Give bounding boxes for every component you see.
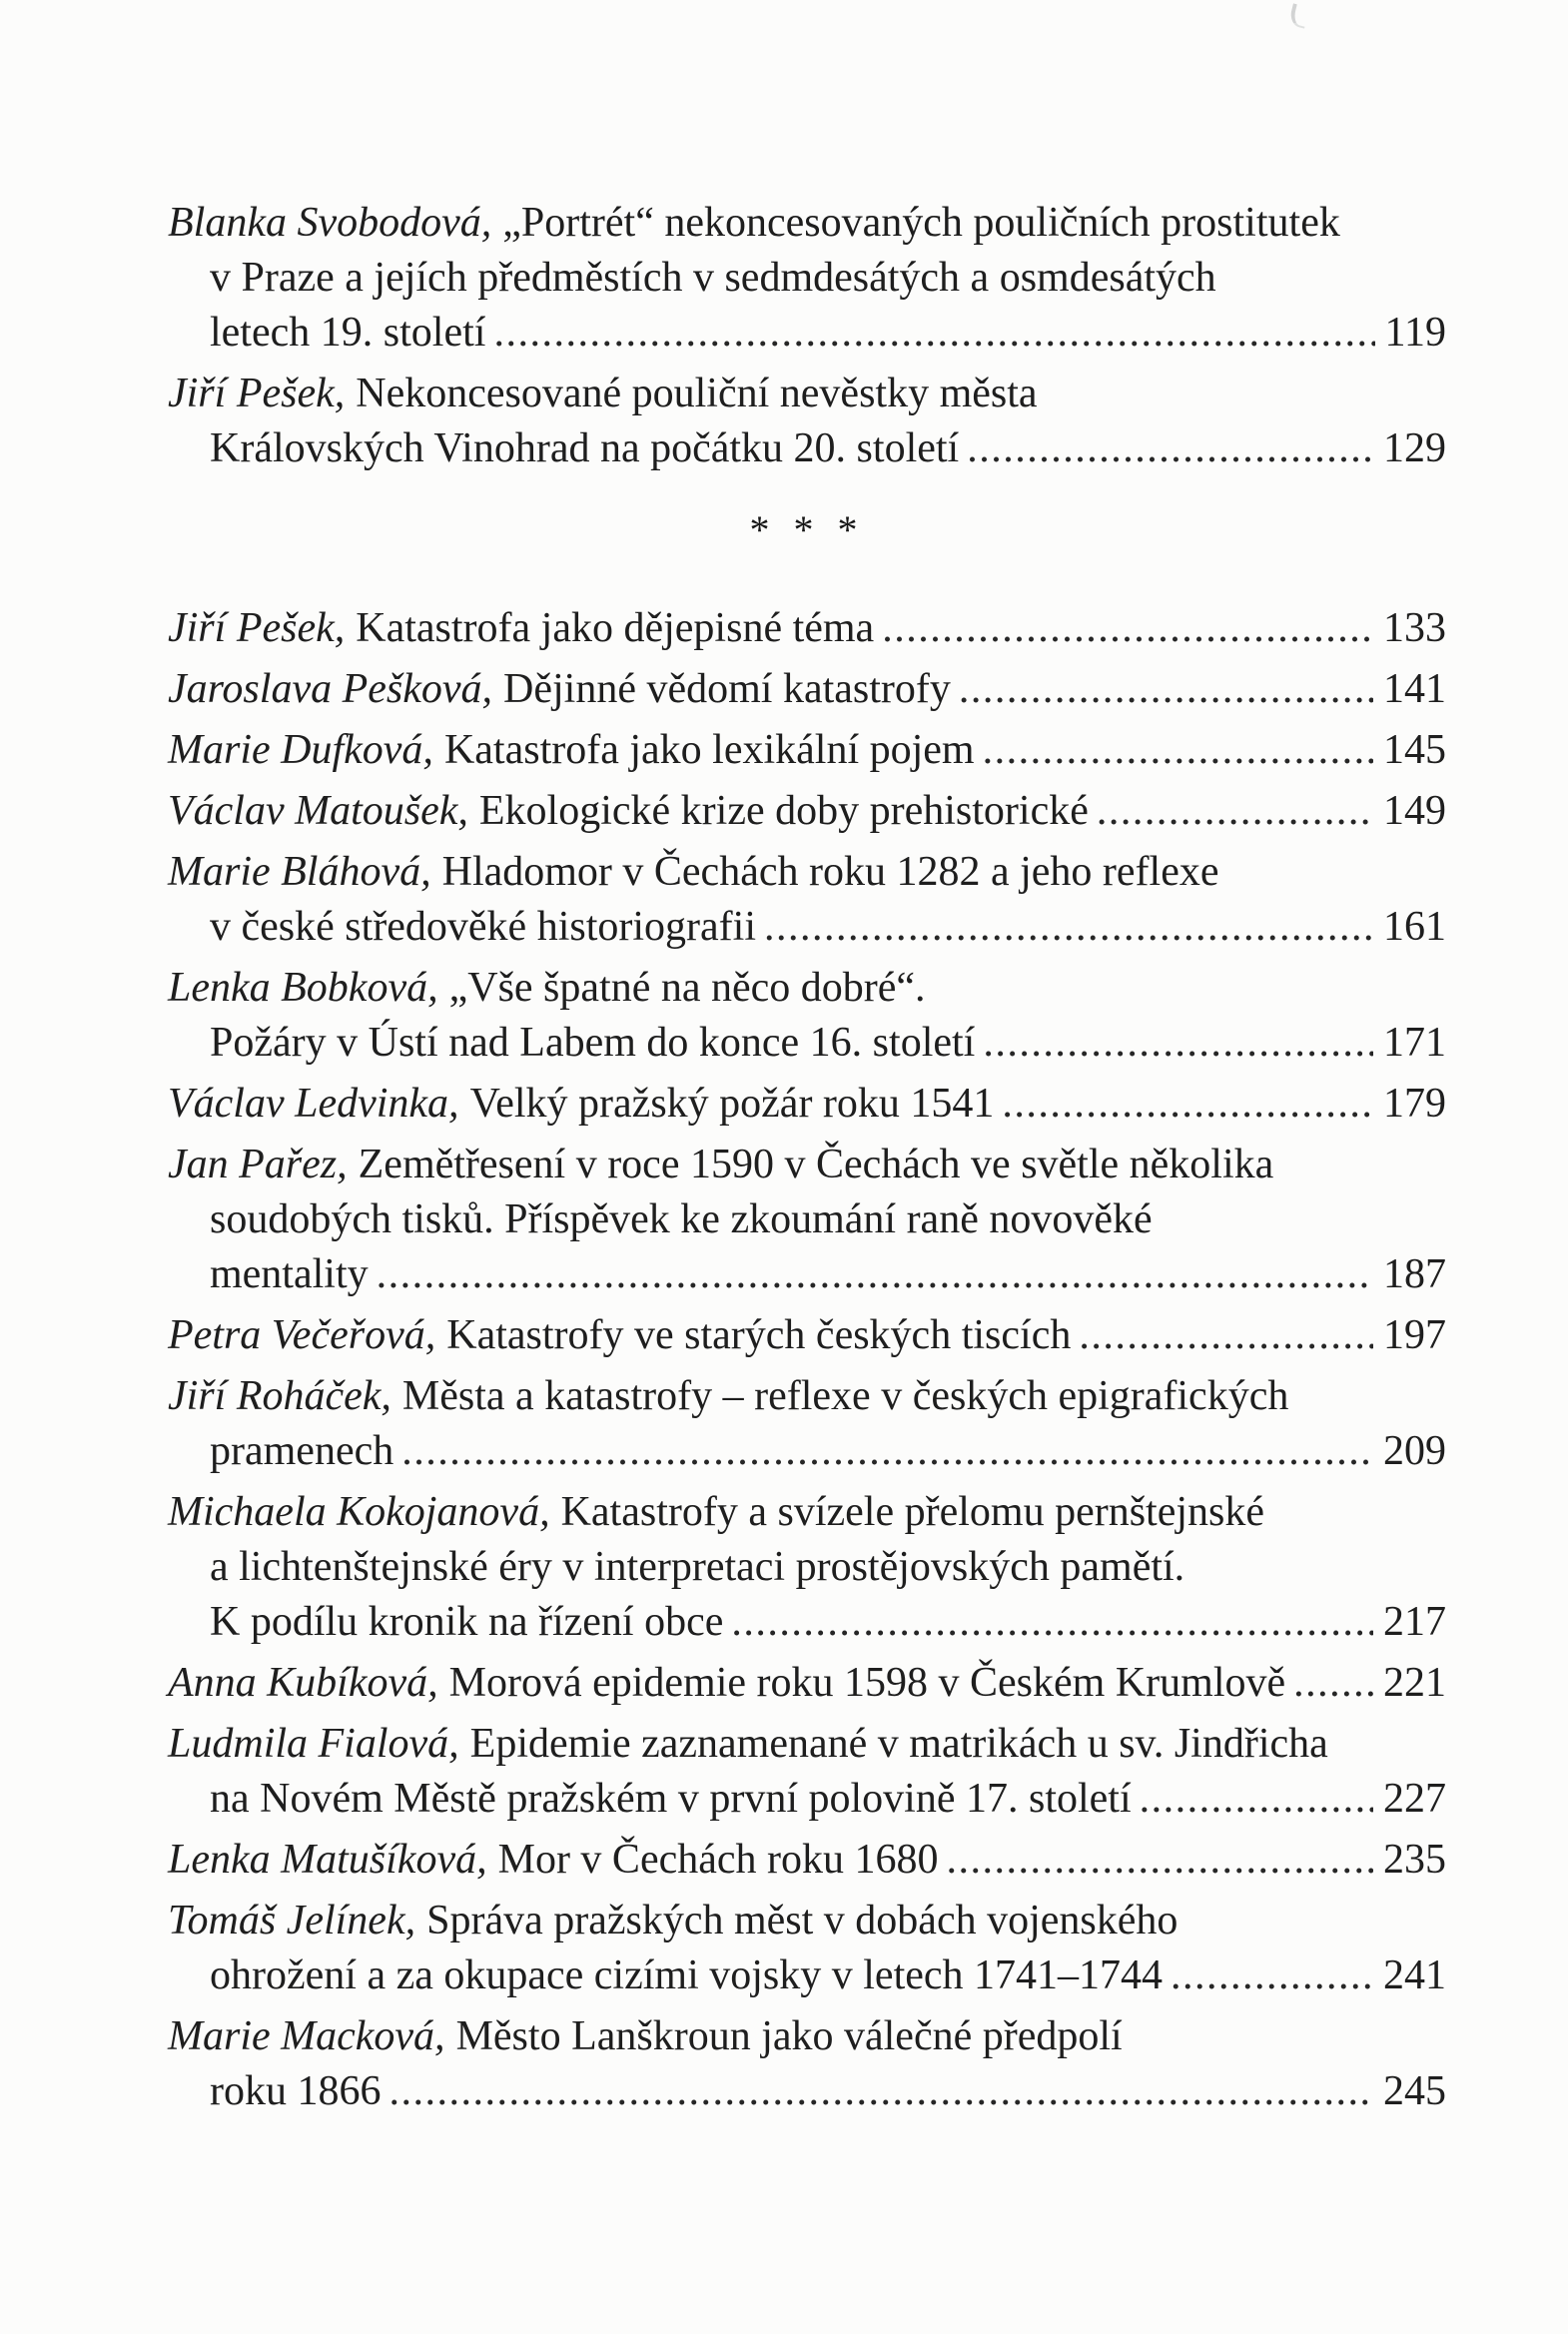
page-number: 149	[1383, 788, 1446, 834]
page-number: 141	[1383, 666, 1446, 712]
page-number: 235	[1383, 1837, 1446, 1883]
dot-leader	[401, 1424, 1373, 1479]
title-text: soudobých tisků. Příspěvek ke zkoumání raně novověké	[210, 1196, 1153, 1242]
toc-entry	[168, 723, 1446, 778]
toc-line	[168, 1192, 1446, 1247]
title-text: Katastrofa jako dějepisné téma	[356, 605, 875, 651]
title-text: Správa pražských měst v dobách vojenského	[426, 1898, 1178, 1944]
page-number: 227	[1383, 1776, 1446, 1822]
title-text: Ekologické krize doby prehistorické	[478, 788, 1089, 834]
toc-entry	[168, 1485, 1446, 1650]
author-name: Václav Matoušek,	[168, 788, 468, 834]
toc-line	[168, 662, 1446, 717]
dot-leader	[493, 306, 1374, 361]
page-number: 129	[1383, 425, 1446, 471]
toc-line	[168, 1717, 1446, 1772]
toc-line	[168, 196, 1446, 251]
title-text: Požáry v Ústí nad Labem do konce 16. století	[210, 1020, 976, 1066]
author-name: Václav Ledvinka,	[168, 1081, 459, 1127]
section-divider: * * *	[749, 507, 865, 552]
toc-entry	[168, 1894, 1446, 2003]
toc-entry	[168, 196, 1446, 361]
author-name: Marie Macková,	[168, 2013, 445, 2059]
dot-leader	[1293, 1656, 1373, 1711]
title-text: K podílu kronik na řízení obce	[210, 1599, 724, 1645]
author-name: Lenka Matušíková,	[168, 1837, 487, 1883]
page-number: 221	[1383, 1660, 1446, 1706]
author-name: Blanka Svobodová,	[168, 200, 492, 246]
dot-leader	[390, 2064, 1374, 2119]
toc-line	[168, 845, 1446, 900]
page-number: 145	[1383, 727, 1446, 773]
toc-line	[168, 1485, 1446, 1540]
toc-line	[168, 723, 1446, 778]
toc-entry	[168, 1833, 1446, 1888]
toc-line	[168, 367, 1446, 421]
page-number: 209	[1383, 1428, 1446, 1474]
author-name: Jiří Pešek,	[168, 605, 346, 651]
dot-leader	[731, 1595, 1373, 1650]
page-number: 245	[1383, 2068, 1446, 2114]
toc-line	[168, 1540, 1446, 1595]
toc-line	[168, 1424, 1446, 1479]
toc-entry	[168, 601, 1446, 656]
dot-leader	[377, 1247, 1373, 1302]
toc-entry	[168, 845, 1446, 955]
toc-line	[168, 1247, 1446, 1302]
toc-entry	[168, 662, 1446, 717]
author-name: Jiří Roháček,	[168, 1373, 392, 1419]
author-name: Ludmila Fialová,	[168, 1721, 459, 1767]
dot-leader	[764, 900, 1373, 955]
toc-entry	[168, 1656, 1446, 1711]
toc-entry	[168, 1369, 1446, 1479]
title-text: Nekoncesované pouliční nevěstky města	[356, 371, 1038, 416]
page-number: 171	[1383, 1020, 1446, 1066]
title-text: „Portrét“ nekoncesovaných pouličních prostitutek	[502, 200, 1340, 246]
page-number: 197	[1383, 1312, 1446, 1358]
title-text: „Vše špatné na něco dobré“.	[448, 965, 926, 1011]
page-number: 179	[1383, 1081, 1446, 1127]
title-text: Hladomor v Čechách roku 1282 a jeho reflexe	[441, 849, 1219, 895]
title-text: pramenech	[210, 1428, 394, 1474]
toc-line	[168, 961, 1446, 1016]
dot-leader	[947, 1833, 1374, 1888]
toc-line	[168, 1077, 1446, 1132]
title-text: Morová epidemie roku 1598 v Českém Krumlově	[448, 1660, 1286, 1706]
title-text: ohrožení a za okupace cizími vojsky v letech 1741–1744	[210, 1952, 1164, 1998]
toc-line	[168, 421, 1446, 476]
dot-leader	[983, 723, 1373, 778]
page-number: 119	[1384, 310, 1446, 356]
toc-line	[168, 1595, 1446, 1650]
toc-entry	[168, 1308, 1446, 1363]
dot-leader	[882, 601, 1373, 656]
dot-leader	[967, 421, 1373, 476]
author-name: Marie Dufková,	[168, 727, 433, 773]
toc-entry	[168, 961, 1446, 1071]
toc-line	[168, 601, 1446, 656]
dot-leader	[959, 662, 1373, 717]
dot-leader	[1140, 1772, 1373, 1827]
author-name: Jaroslava Pešková,	[168, 666, 493, 712]
author-name: Michaela Kokojanová,	[168, 1489, 550, 1535]
toc-line	[168, 251, 1446, 306]
toc-entry	[168, 1717, 1446, 1827]
title-text: Katastrofy a svízele přelomu pernštejnské	[560, 1489, 1265, 1535]
author-name: Tomáš Jelínek,	[168, 1898, 416, 1944]
dot-leader	[1002, 1077, 1373, 1132]
title-text: Královských Vinohrad na počátku 20. století	[210, 425, 960, 471]
dot-leader	[983, 1016, 1373, 1071]
author-name: Petra Večeřová,	[168, 1312, 436, 1358]
toc-line	[168, 1894, 1446, 1948]
dot-leader	[1171, 1948, 1373, 2003]
title-text: Epidemie zaznamenané v matrikách u sv. Jindřicha	[469, 1721, 1328, 1767]
title-text: Katastrofy ve starých českých tiscích	[446, 1312, 1072, 1358]
toc-line	[168, 1308, 1446, 1363]
toc-line	[168, 1138, 1446, 1192]
title-text: Katastrofa jako lexikální pojem	[443, 727, 975, 773]
toc-line	[168, 306, 1446, 361]
toc-entry	[168, 2009, 1446, 2119]
author-name: Marie Bláhová,	[168, 849, 431, 895]
toc-line	[168, 2009, 1446, 2064]
title-text: Zemětřesení v roce 1590 v Čechách ve světle několika	[358, 1142, 1274, 1187]
title-text: a lichtenštejnské éry v interpretaci prostějovských pamětí.	[210, 1544, 1185, 1590]
toc-line	[168, 1948, 1446, 2003]
page-number: 133	[1383, 605, 1446, 651]
title-text: Dějinné vědomí katastrofy	[503, 666, 951, 712]
title-text: v Praze a jejích předměstích v sedmdesátých a osmdesátých	[210, 255, 1216, 301]
title-text: roku 1866	[210, 2068, 382, 2114]
toc-entry	[168, 1138, 1446, 1302]
toc-line	[168, 1016, 1446, 1071]
title-text: na Novém Městě pražském v první polovině 17. století	[210, 1776, 1132, 1822]
scan-artifact	[1288, 3, 1310, 28]
title-text: Velký pražský požár roku 1541	[469, 1081, 995, 1127]
toc-entry	[168, 784, 1446, 839]
toc-entry	[168, 367, 1446, 476]
page-number: 187	[1383, 1251, 1446, 1297]
toc-line	[168, 1369, 1446, 1424]
toc-entry	[168, 1077, 1446, 1132]
title-text: Město Lanškroun jako válečné předpolí	[455, 2013, 1123, 2059]
toc-line	[168, 1656, 1446, 1711]
toc-line	[168, 1833, 1446, 1888]
title-text: v české středověké historiografii	[210, 904, 756, 950]
toc-line	[168, 1772, 1446, 1827]
dot-leader	[1097, 784, 1373, 839]
author-name: Jan Pařez,	[168, 1142, 348, 1187]
page-number: 161	[1383, 904, 1446, 950]
toc-line	[168, 2064, 1446, 2119]
page-number: 241	[1383, 1952, 1446, 1998]
author-name: Jiří Pešek,	[168, 371, 346, 416]
dot-leader	[1079, 1308, 1373, 1363]
title-text: letech 19. století	[210, 310, 486, 356]
toc-line	[168, 784, 1446, 839]
author-name: Anna Kubíková,	[168, 1660, 438, 1706]
title-text: mentality	[210, 1251, 369, 1297]
table-of-contents	[168, 196, 1446, 2125]
page-number: 217	[1383, 1599, 1446, 1645]
title-text: Města a katastrofy – reflexe v českých epigrafických	[401, 1373, 1289, 1419]
author-name: Lenka Bobková,	[168, 965, 438, 1011]
title-text: Mor v Čechách roku 1680	[497, 1837, 939, 1883]
toc-line	[168, 900, 1446, 955]
